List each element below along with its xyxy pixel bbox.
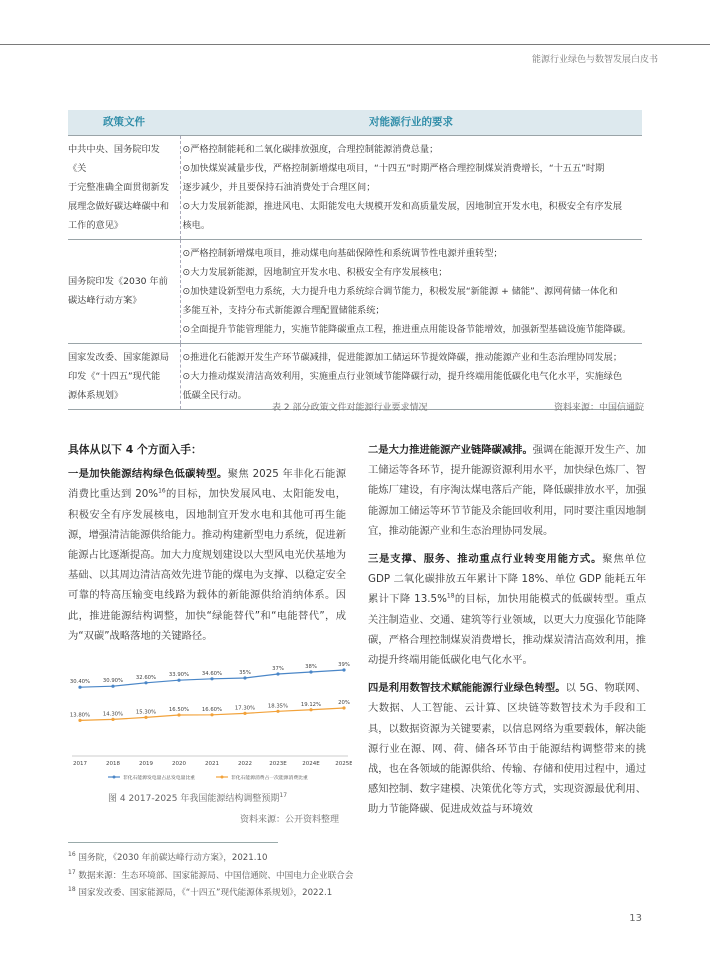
data-point — [111, 718, 114, 721]
legend-marker — [221, 776, 224, 779]
requirement-line: ⊙大力推动煤炭清洁高效利用，实施重点行业领域节能降碳行动，提升终端用能低碳化电气化水平，实施绿色 — [182, 370, 623, 382]
footnote-ref-16: 16 — [158, 487, 166, 495]
policy-line: 碳达峰行动方案》 — [68, 295, 142, 306]
data-label: 14.30% — [102, 711, 124, 718]
legend-label: 非化石能源消费占一次能源消费比重 — [231, 776, 308, 781]
data-label: 19.12% — [300, 701, 322, 708]
data-point — [309, 670, 312, 673]
data-point — [177, 679, 180, 682]
requirements-cell — [180, 135, 642, 239]
policy-line: 工作的意见》 — [68, 219, 124, 231]
data-label: 13.80% — [69, 712, 91, 719]
policy-table — [68, 110, 642, 410]
data-point — [309, 708, 312, 711]
data-label: 16.60% — [201, 706, 223, 713]
requirement-line: 核电。 — [182, 219, 211, 231]
x-tick-label: 2022 — [238, 761, 252, 767]
table-caption: 表 2 部分政策文件对能源行业要求情况 — [272, 403, 428, 413]
data-point — [210, 677, 213, 680]
paragraph-1-text-b: 的目标，加快发展风电、太阳能发电，积极安全有序发展核电，因地制宜开发水电和其他可再生能源，增强清洁能源供给能力。推动构建新型电力系统，促进新能源占比逐渐提高。加大力度规划建设以大型风电光伏基地为基础、以其周边清洁高效先进节能的煤电为支撑、以稳定安全可靠的特高压输变电线路为载体的新能源供给消纳体系。因此，推进能源结构调整，加快“绿能替代”和“电能替代”，成为“双碳”战略落地的关键路径。 — [68, 488, 347, 642]
data-point — [144, 681, 147, 684]
data-point — [210, 713, 213, 716]
figure-caption — [108, 791, 287, 804]
requirement-line: 低碳全民行动。 — [182, 389, 247, 401]
policy-line: 于完整准确全面贯彻新发 — [68, 181, 170, 193]
data-point — [177, 713, 180, 716]
energy-structure-chart — [68, 656, 352, 786]
requirement-line: ⊙严格控制新增煤电项目，推动煤电向基础保障性和系统调节性电源并重转型； — [182, 247, 503, 259]
requirement-line: ⊙推进化石能源开发生产环节碳减排，促进能源加工储运环节提效降碳，推动能源产业和生态治理协同发展； — [182, 351, 623, 363]
x-tick-label: 2017 — [73, 761, 87, 767]
paragraph-2-title: 二是大力推进能源产业链降碳减排。 — [368, 444, 533, 456]
data-point — [144, 716, 147, 719]
data-point — [276, 672, 279, 675]
table-source: 资料来源：中国信通院 — [553, 403, 644, 413]
footnote-text: 国家发改委、国家能源局，《“十四五”现代能源体系规划》，2022.1 — [75, 888, 333, 898]
x-tick-label: 2024E — [302, 761, 320, 767]
data-point — [111, 685, 114, 688]
data-label: 32.60% — [135, 674, 157, 681]
table-row — [68, 135, 642, 239]
requirement-line: 多能互补，支持分布式新能源合理配置储能系统； — [182, 304, 385, 316]
data-point — [276, 710, 279, 713]
x-tick-label: 2021 — [205, 761, 219, 767]
footnotes — [68, 850, 353, 903]
paragraph-3-text-b: 的目标，加快用能模式的低碳转型。重点关注制造业、交通、建筑等行业领域，以更大力度强化节能降碳，严格合理控制煤炭消费增长，推动煤炭清洁高效利用，推动提升终端用能低碳化电气化水平。 — [368, 593, 647, 667]
page-number: 13 — [629, 913, 642, 924]
data-label: 20% — [338, 700, 350, 706]
requirement-line: 逐步减少，并且要保持石油消费处于合理区间； — [182, 181, 376, 193]
x-tick-label: 2019 — [139, 761, 153, 767]
data-label: 39% — [338, 662, 350, 668]
paragraph-4-title: 四是利用数智技术赋能能源行业绿色转型。 — [368, 682, 566, 695]
footnote-number: 16 — [68, 851, 76, 859]
left-column — [68, 440, 346, 646]
policy-line: 印发《“十四五”现代能 — [68, 370, 161, 382]
policy-line: 展理念做好碳达峰碳中和 — [68, 200, 170, 212]
data-point — [243, 712, 246, 715]
footnote-number: 18 — [68, 886, 76, 894]
x-tick-label: 2018 — [106, 761, 120, 767]
header-rule — [0, 44, 710, 45]
footnote-number: 17 — [68, 868, 76, 876]
intro-heading: 具体从以下 4 个方面入手： — [68, 443, 202, 456]
footnote-text: 数据来源：生态环境部、国家能源局、中国信通院、中国电力企业联合会 — [75, 870, 354, 881]
table-header-policy: 政策文件 — [68, 110, 180, 135]
legend-label: 非化石能源发电量占总发电量比重 — [123, 776, 195, 781]
x-tick-label: 2025E — [335, 761, 352, 767]
data-label: 16.50% — [168, 707, 190, 713]
requirement-line: ⊙大力发展新能源，因地制宜开发水电、积极安全有序发展核电； — [182, 266, 448, 278]
policy-cell — [68, 135, 180, 239]
legend-marker — [113, 776, 116, 779]
paragraph-4 — [368, 678, 646, 819]
data-label: 17.30% — [234, 705, 256, 712]
data-point — [342, 706, 345, 709]
table-header-requirements: 对能源行业的要求 — [180, 110, 642, 135]
requirement-line: ⊙大力发展新能源，推进风电、太阳能发电大规模开发和高质量发展，因地制宜开发水电，积极安全有序发展 — [182, 200, 623, 212]
chart-svg — [68, 656, 352, 786]
policy-cell — [68, 239, 180, 343]
data-point — [78, 686, 81, 689]
paragraph-2 — [368, 440, 646, 541]
running-title: 能源行业绿色与数智发展白皮书 — [531, 55, 658, 65]
data-label: 38% — [305, 664, 317, 670]
data-label: 30.40% — [69, 679, 91, 686]
footnote-item — [68, 850, 353, 868]
data-label: 30.90% — [102, 678, 124, 685]
data-label: 35% — [239, 670, 251, 676]
requirement-line: ⊙全面提升节能管理能力，实施节能降碳重点工程，推进重点用能设备节能增效，加强新型基础设施节能降碳。 — [182, 323, 632, 335]
footnote-ref-17: 17 — [279, 792, 288, 799]
paragraph-2-text: 强调在能源开发生产、加工储运等各环节，提升能源资源利用水平，加快绿色炼厂、智能炼厂建设，有序淘汰煤电落后产能，降低碳排放水平，加强能源加工储运等环节节能及余能回收利用，同时要注重因地制宜，推动能源产业和生态治理协同发展。 — [368, 444, 647, 537]
policy-line: 中共中央、国务院印发《关 — [68, 143, 160, 174]
paragraph-1-text-a: 聚焦 2025 年非化石能源消费比重达到 20% — [68, 468, 346, 501]
data-label: 18.35% — [267, 703, 289, 710]
x-tick-label: 2023E — [269, 761, 287, 767]
x-tick-label: 2020 — [172, 761, 186, 767]
footnote-ref-18: 18 — [446, 593, 455, 600]
paragraph-4-text: 以 5G、物联网、大数据、人工智能、云计算、区块链等数智技术为手段和工具，以数据资源为关键要素，以信息网络为重要载体，解决能源行业在源、网、荷、储各环节由于能源结构调整带来的挑战，也在各领域的能源供给、传输、存储和使用过程中，通过感知控制、数字建模、决策优化等方式，实现资源最优利用、助力节能降碳、促进成效益与环境效 — [368, 682, 647, 816]
footnote-item — [68, 868, 353, 886]
right-column — [368, 440, 646, 820]
paragraph-1 — [68, 464, 346, 646]
data-point — [243, 676, 246, 679]
footnote-rule — [68, 842, 278, 843]
data-label: 37% — [272, 666, 284, 672]
figure-source: 资料来源：公开资料整理 — [240, 815, 340, 825]
requirement-line: ⊙严格控制能耗和二氧化碳排放强度，合理控制能源消费总量； — [182, 143, 439, 155]
requirements-cell — [180, 239, 642, 343]
policy-cell — [68, 343, 180, 409]
requirement-line: ⊙加快煤炭减量步伐，严格控制新增煤电项目，“十四五”时期严格合理控制煤炭消费增长，“十五五”时期 — [182, 162, 605, 174]
data-point — [342, 668, 345, 671]
policy-line: 国家发改委、国家能源局 — [68, 351, 170, 363]
policy-line: 国务院印发《2030 年前 — [68, 276, 168, 287]
paragraph-1-title: 一是加快能源结构绿色低碳转型。 — [68, 468, 228, 481]
requirement-line: ⊙加快建设新型电力系统，大力提升电力系统综合调节能力，积极发展“新能源 + 储能”、源网荷储一体化和 — [182, 285, 618, 297]
data-label: 33.90% — [168, 672, 190, 679]
table-row — [68, 239, 642, 343]
paragraph-3 — [368, 549, 646, 670]
data-label: 34.60% — [201, 670, 223, 677]
paragraph-3-text-a: 聚焦单位 GDP 二氧化碳排放五年累计下降 18%、单位 GDP 能耗五年累计下降 13.5% — [368, 553, 647, 606]
footnote-text: 国务院，《2030 年前碳达峰行动方案》，2021.10 — [75, 853, 268, 863]
policy-line: 源体系规划》 — [68, 389, 124, 401]
data-point — [78, 719, 81, 722]
footnote-item — [68, 885, 353, 903]
paragraph-3-title: 三是支撑、服务、推动重点行业转变用能方式。 — [368, 553, 603, 566]
data-label: 15.30% — [135, 709, 157, 716]
figure-caption-text: 图 4 2017-2025 年我国能源结构调整预期 — [108, 794, 280, 804]
